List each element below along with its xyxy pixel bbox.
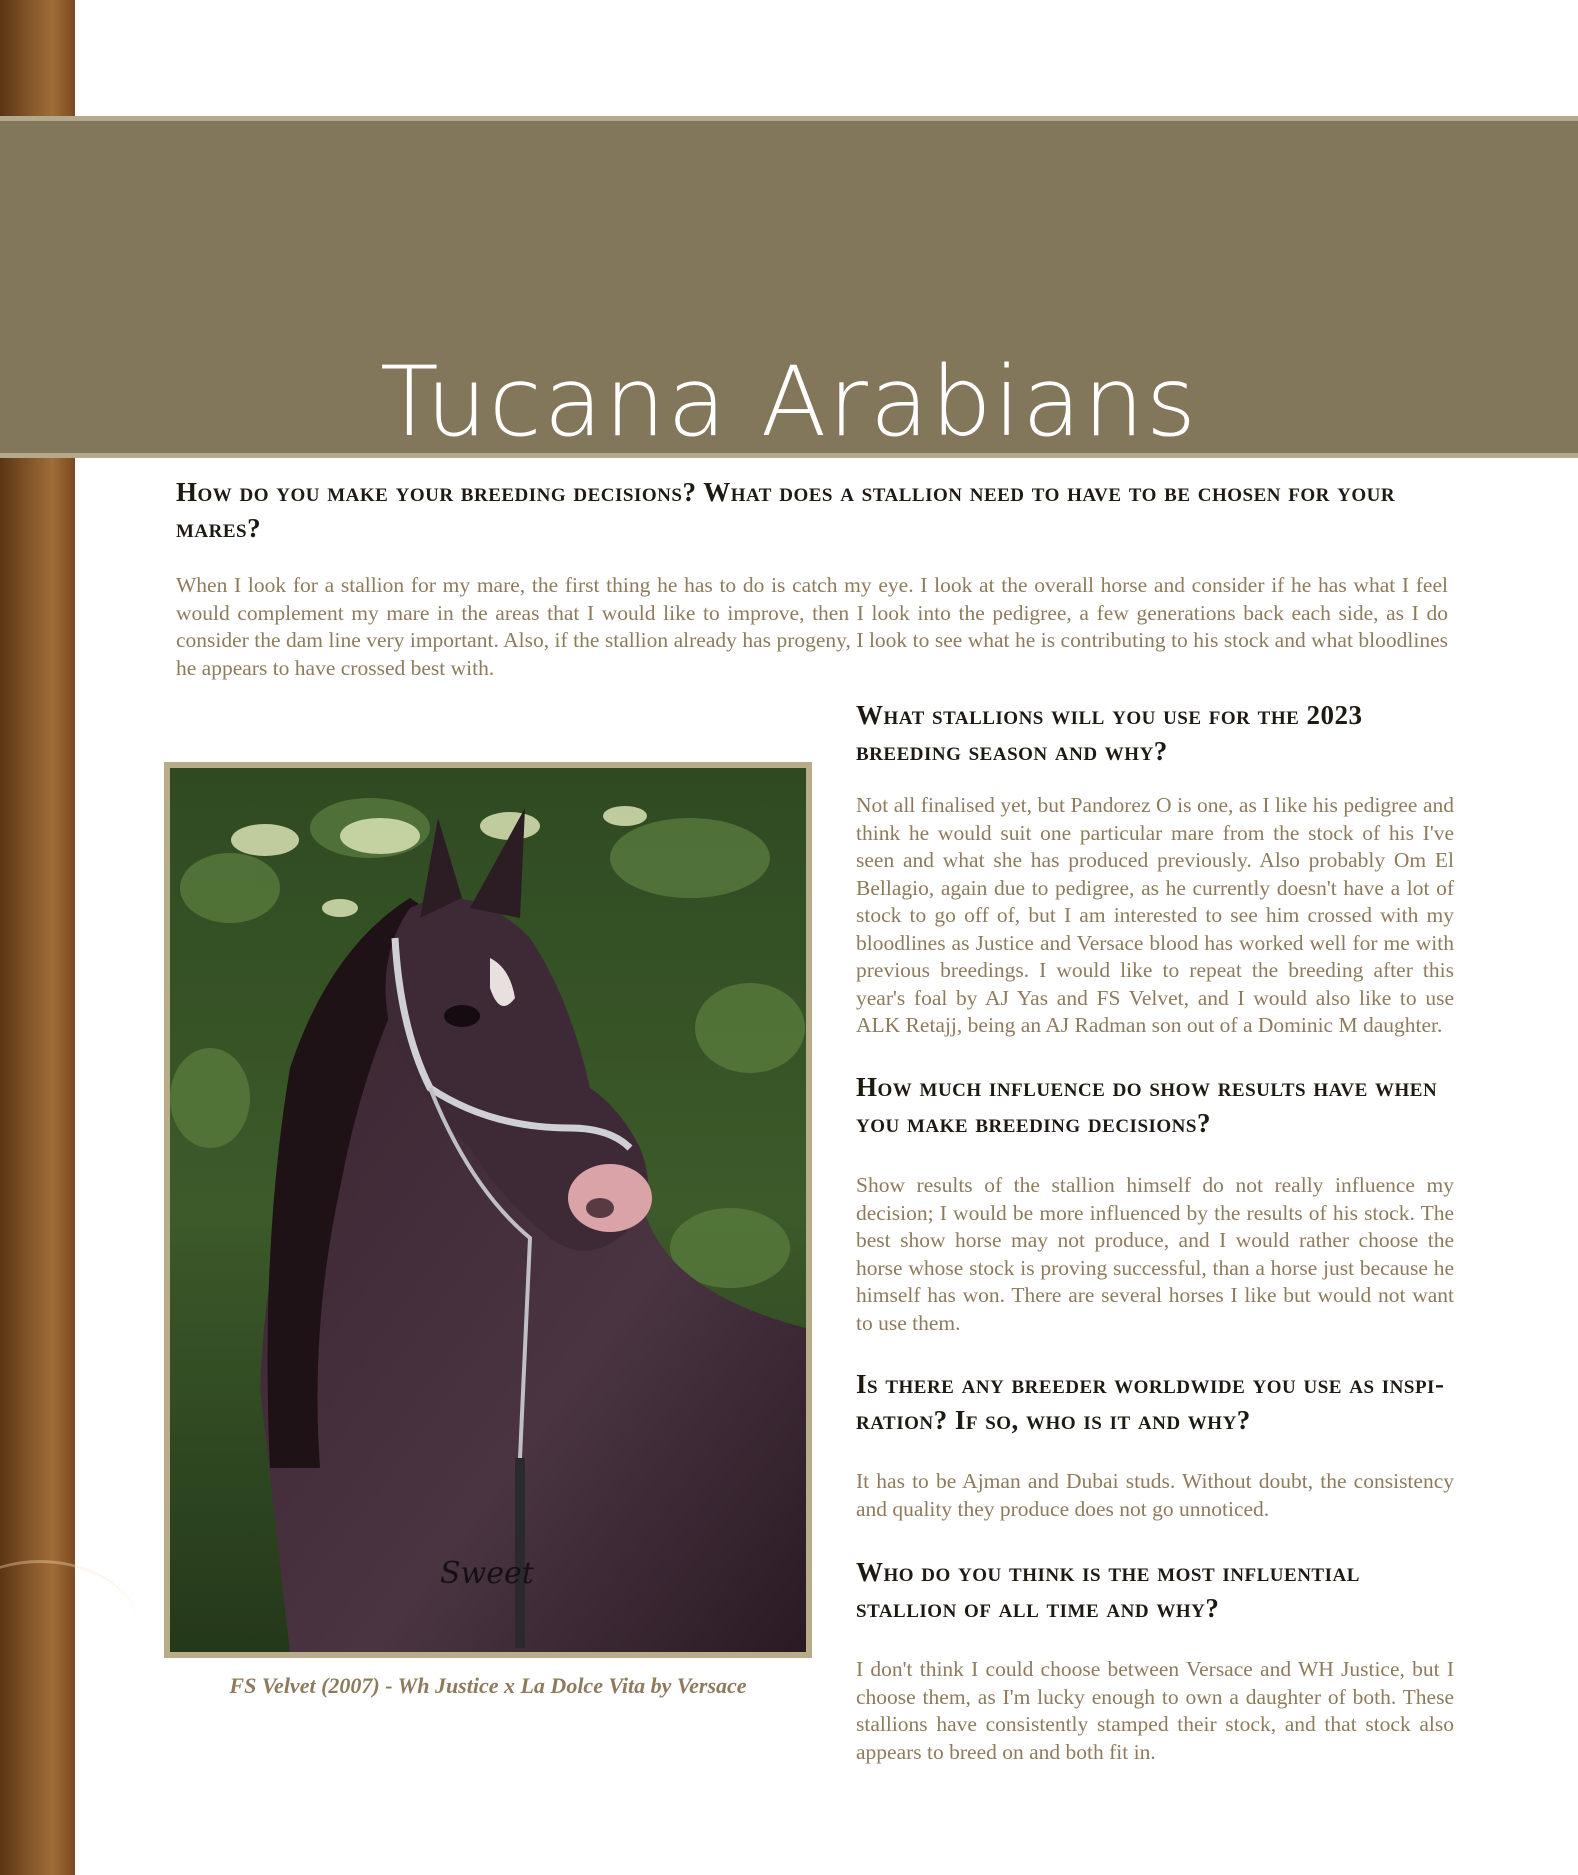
intro-answer: When I look for a stallion for my mare, the first thing he has to do is catch my eye. I look at the overall horse and consider if he has what I feel would complement my mare in the areas that I would like to improve, then I look into the pedigree, a few generations back each side, as I do consider the dam line very important. Also, if the stallion already has progeny, I look to see what he is contributing to his stock and what bloodlines he appears to have crossed best with. — [176, 573, 1448, 680]
qa-answer-3: It has to be Ajman and Dubai studs. Without doubt, the consistency and quality they produce does not go unnoticed. — [856, 1469, 1454, 1521]
qa-question-3: Is there any breeder worldwide you use as inspi-ration? If so, who is it and why? — [856, 1369, 1445, 1435]
qa-question-4: Who do you think is the most influential stallion of all time and why? — [856, 1557, 1360, 1623]
decorative-swoosh — [0, 1560, 140, 1703]
qa-answer-4: I don't think I could choose between Versace and WH Justice, but I choose them, as I'm lucky enough to own a daughter of both. These stallions have consistently stamped their stock, and that stock also appears to breed on and both fit in. — [856, 1657, 1454, 1764]
qa-question-1: What stallions will you use for the 2023 breeding season and why? — [856, 700, 1363, 766]
horse-photo — [170, 768, 806, 1652]
photo-signature: Sweet — [440, 1556, 534, 1591]
qa-question-2: How much influence do show results have when you make breeding decisions? — [856, 1072, 1438, 1138]
photo-caption: FS Velvet (2007) - Wh Justice x La Dolce Vita by Versace — [229, 1673, 747, 1698]
page-title: Tucana Arabians — [380, 346, 1198, 459]
intro-question: How do you make your breeding decisions? What does a stallion need to have to be chosen for your mares? — [176, 477, 1396, 543]
qa-answer-1: Not all finalised yet, but Pandorez O is one, as I like his pedigree and think he would suit one particular mare from the stock of his I've seen and what she has produced previously. Also probably Om El Bellagio, again due to pedigree, as he currently doesn't have a lot of stock to go off of, but I am interested to see him crossed with my bloodlines as Justice and Versace blood has worked well for me with previous breedings. I would like to repeat the breeding after this year's foal by AJ Yas and FS Velvet, and I would also like to use ALK Retajj, being an AJ Radman son out of a Dominic M daughter. — [856, 793, 1454, 1037]
qa-answer-2: Show results of the stallion himself do not really influence my decision; I would be more influenced by the results of his stock. The best show horse may not produce, and I would rather choose the horse whose stock is proving successful, than a horse just because he himself has won. There are several horses I like but would not want to use them. — [856, 1173, 1454, 1335]
horse-photo-frame — [164, 762, 812, 1658]
